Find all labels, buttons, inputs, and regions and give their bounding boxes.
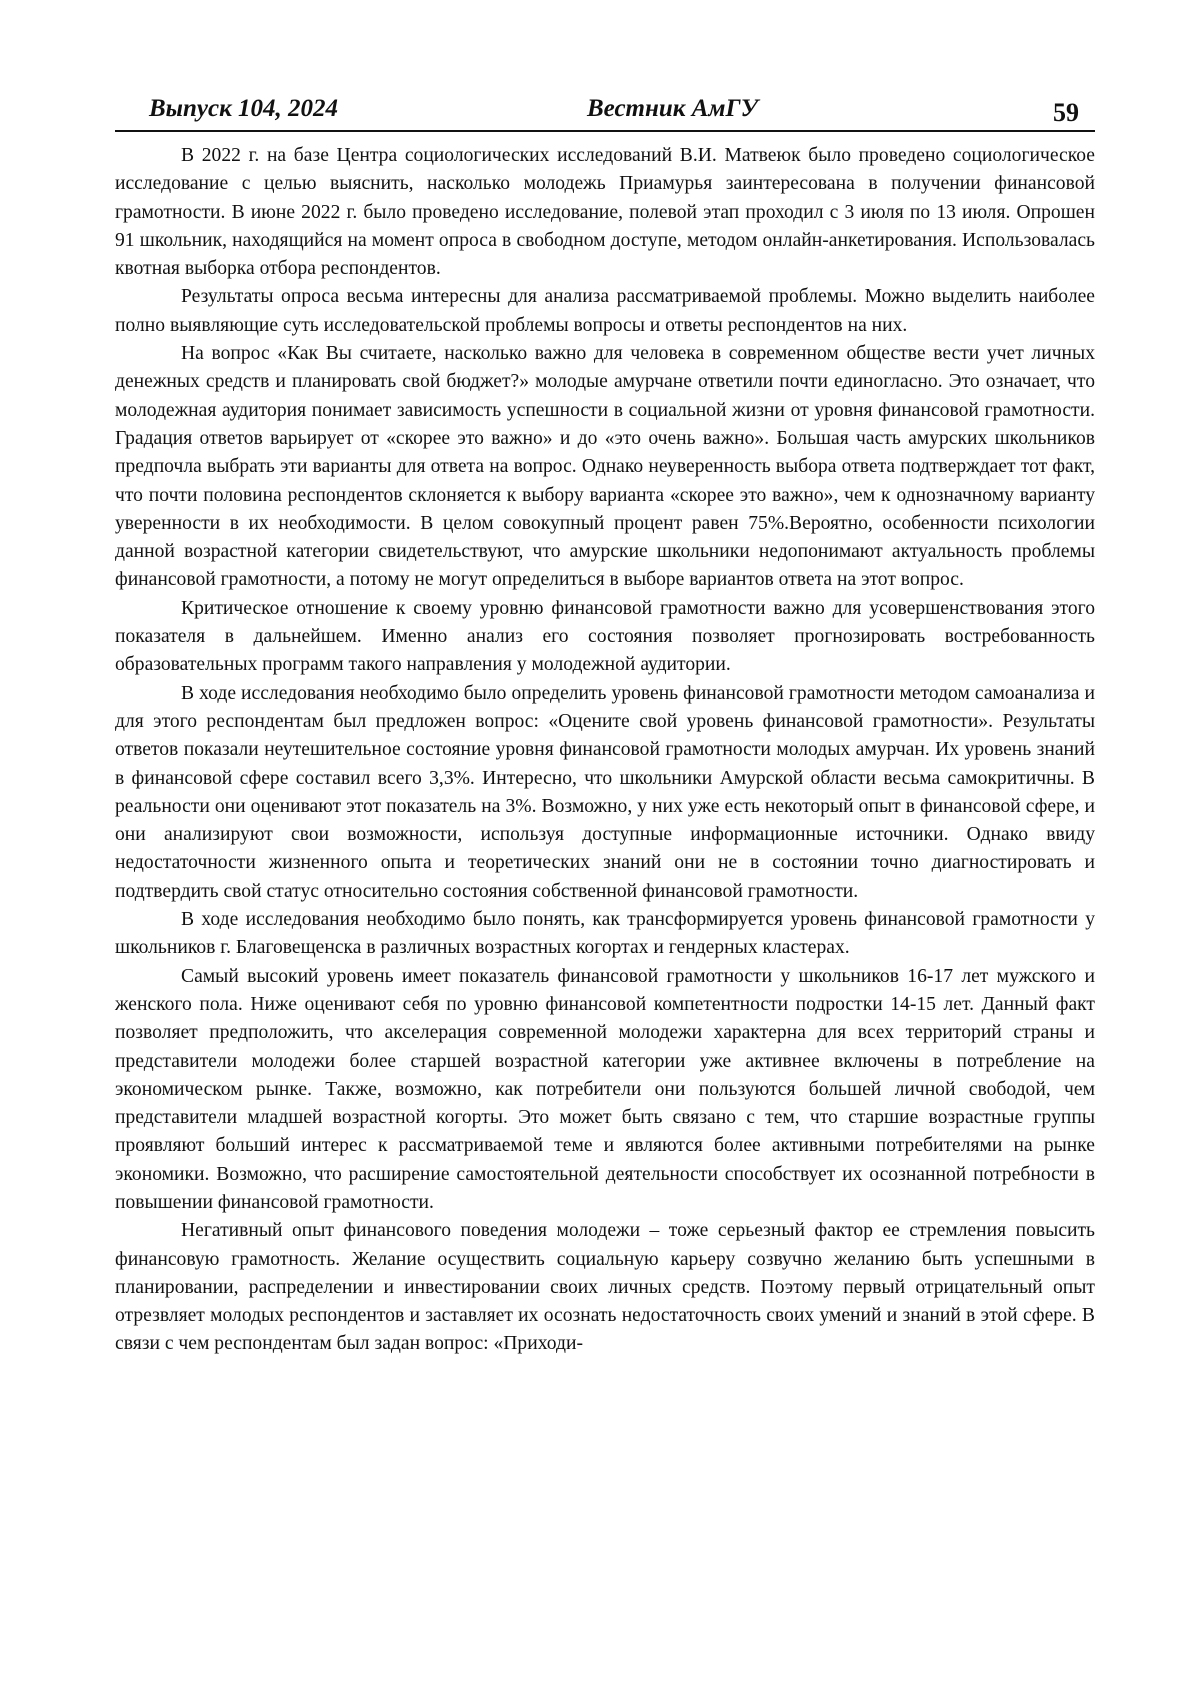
paragraph: Самый высокий уровень имеет показатель финансовой грамотности у школьников 16-17 лет мужского и женского пола. Ниже оценивают себя по уровню финансовой компетентности подростки 14-15 лет. Данный факт позволяет предположить, что акселерация современной молодежи характерна для всех территорий страны и представители молодежи более старшей возрастной категории уже активнее включены в потребление на экономическом рынке. Также, возможно, как потребители они пользуются большей личной свободой, чем представители младшей возрастной когорты. Это может быть связано с тем, что старшие возрастные группы проявляют больший интерес к рассматриваемой теме и являются более активными потребителями на рынке экономики. Возможно, что расширение самостоятельной деятельности способствует их осознанной потребности в повышении финансовой грамотности.	[115, 965, 1095, 1213]
paragraph: В ходе исследования необходимо было определить уровень финансовой грамотности методом самоанализа и для этого респондентам был предложен вопрос: «Оцените свой уровень финансовой грамотности». Результаты ответов показали неутешительное состояние уровня финансовой грамотности молодых амурчан. Их уровень знаний в финансовой сфере составил всего 3,3%. Интересно, что школьники Амурской области весьма самокритичны. В реальности они оценивают этот показатель на 3%. Возможно, у них уже есть некоторый опыт в финансовой сфере, и они анализируют свои возможности, используя доступные информационные источники. Однако ввиду недостаточности жизненного опыта и теоретических знаний они не в состоянии точно диагностировать и подтвердить свой статус относительно состояния собственной финансовой грамотности.	[115, 682, 1095, 902]
paragraph: На вопрос «Как Вы считаете, насколько важно для человека в современном обществе вести учет личных денежных средств и планировать свой бюджет?» молодые амурчане ответили почти единогласно. Это означает, что молодежная аудитория понимает зависимость успешности в социальной жизни от уровня финансовой грамотности. Градация ответов варьирует от «скорее это важно» и до «это очень важно». Большая часть амурских школьников предпочла выбрать эти варианты для ответа на вопрос. Однако неуверенность выбора ответа подтверждает тот факт, что почти половина респондентов склоняется к выбору варианта «скорее это важно», чем к однозначному варианту уверенности в их необходимости. В целом совокупный процент равен 75%.Вероятно, особенности психологии данной возрастной категории свидетельствуют, что амурские школьники недопонимают актуальность проблемы финансовой грамотности, а потому не могут определиться в выборе вариантов ответа на этот вопрос.	[115, 343, 1095, 591]
issue-label: Выпуск 104, 2024	[149, 95, 339, 122]
paragraph: Негативный опыт финансового поведения молодежи – тоже серьезный фактор ее стремления повысить финансовую грамотность. Желание осуществить социальную карьеру созвучно желанию быть успешными в планировании, распределении и инвестировании своих личных средств. Поэтому первый отрицательный опыт отрезвляет молодых респондентов и заставляет их осознать недостаточность своих умений и знаний в этой сфере. В связи с чем респондентам был задан вопрос: «Приходи-	[115, 1220, 1095, 1355]
article-body	[115, 142, 1095, 1359]
journal-title: Вестник АмГУ	[587, 95, 758, 122]
paragraph: В 2022 г. на базе Центра социологических исследований В.И. Матвеюк было проведено социологическое исследование с целью выяснить, насколько молодежь Приамурья заинтересована в получении финансовой грамотности. В июне 2022 г. было проведено исследование, полевой этап проходил с 3 июля по 13 июля. Опрошен 91 школьник, находящийся на момент опроса в свободном доступе, методом онлайн-анкетирования. Использовалась квотная выборка отбора респондентов.	[115, 145, 1095, 280]
paragraph: Результаты опроса весьма интересны для анализа рассматриваемой проблемы. Можно выделить наиболее полно выявляющие суть исследовательской проблемы вопросы и ответы респондентов на них.	[115, 286, 1095, 336]
journal-page	[115, 88, 1095, 1359]
running-header	[115, 88, 1095, 132]
paragraph: Критическое отношение к своему уровню финансовой грамотности важно для усовершенствования этого показателя в дальнейшем. Именно анализ его состояния позволяет прогнозировать востребованность образовательных программ такого направления у молодежной аудитории.	[115, 597, 1095, 676]
paragraph: В ходе исследования необходимо было понять, как трансформируется уровень финансовой грамотности у школьников г. Благовещенска в различных возрастных когортах и гендерных кластерах.	[115, 909, 1095, 959]
page-number: 59	[1053, 98, 1079, 127]
